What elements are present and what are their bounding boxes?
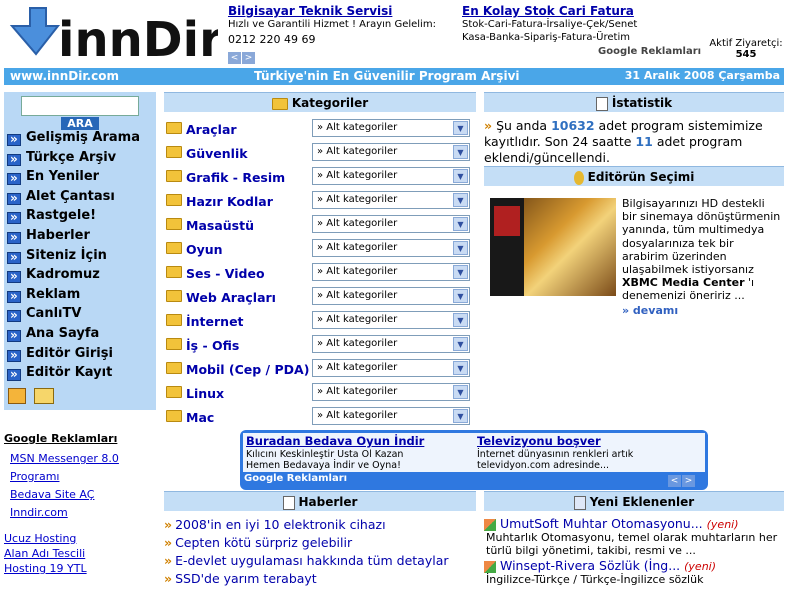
arrow-right-icon (7, 271, 21, 283)
category-link[interactable]: Oyun (186, 242, 223, 257)
date-text: 31 Aralık 2008 Çarşamba (624, 69, 780, 82)
windows-icon (484, 519, 496, 531)
chevron-down-icon[interactable]: ▼ (453, 145, 468, 159)
news-item[interactable] (164, 553, 449, 568)
visitors-label: Aktif Ziyaretçi: (709, 38, 783, 49)
left-ad-link[interactable]: MSN Messenger 8.0 (10, 452, 119, 465)
category-row (164, 382, 476, 406)
chevron-down-icon[interactable]: ▼ (453, 193, 468, 207)
nav-item[interactable] (4, 189, 156, 208)
ad-text: Kasa-Banka-Sipariş-Fatura-Üretim (462, 32, 630, 43)
editor-text (622, 197, 782, 317)
slogan: Türkiye'nin En Güvenilir Program Arşivi (254, 69, 520, 83)
subcategory-select[interactable] (312, 191, 470, 209)
google-ads-box (240, 430, 708, 490)
new-added-desc: Muhtarlık Otomasyonu, temel olarak muhtarların her türlü bilgi yönetimi, takibi, resmi ve ... (486, 531, 778, 557)
subcategory-select[interactable] (312, 239, 470, 257)
category-link[interactable]: Hazır Kodlar (186, 194, 273, 209)
svg-text:innDir: innDir (58, 12, 218, 66)
bullet-icon: » (164, 535, 173, 550)
arrow-right-icon (7, 173, 21, 185)
editor-pick-image[interactable] (490, 198, 616, 296)
subcategory-select[interactable] (312, 359, 470, 377)
nav-item[interactable] (4, 346, 156, 365)
left-sidebar (4, 92, 156, 410)
ad-text: Hızlı ve Garantili Hizmet ! Arayın Gelelim: (228, 19, 436, 30)
folder-icon (166, 362, 182, 374)
new-added-link[interactable]: UmutSoft Muhtar Otomasyonu... (500, 516, 703, 531)
folder-icon (166, 290, 182, 302)
category-link[interactable]: Ses - Video (186, 266, 265, 281)
chevron-down-icon[interactable]: ▼ (453, 409, 468, 423)
chevron-down-icon[interactable]: ▼ (453, 241, 468, 255)
news-link[interactable]: 2008'in en iyi 10 elektronik cihazı (175, 517, 386, 532)
category-link[interactable]: İnternet (186, 314, 244, 329)
arrow-right-icon (7, 350, 21, 362)
left-ad-link[interactable]: Inndir.com (10, 506, 68, 519)
new-added-item (484, 558, 784, 586)
subcategory-select[interactable] (312, 335, 470, 353)
editor-desc: Bilgisayarınızı HD destekli bir sinemaya dönüştürmenin yanında, tüm multimedya dosyalarınıza tek bir arabirim üzerinden ulaşabilmek istiyorsanız (622, 197, 781, 277)
folder-icon (166, 266, 182, 278)
arrow-right-icon (7, 212, 21, 224)
subcategory-select[interactable] (312, 119, 470, 137)
subcategory-select[interactable] (312, 383, 470, 401)
select-value: » Alt kategoriler (317, 218, 398, 229)
news-link[interactable]: E-devlet uygulaması hakkında tüm detaylar (175, 553, 449, 568)
chevron-down-icon[interactable]: ▼ (453, 169, 468, 183)
news-title: Haberler (298, 495, 358, 509)
category-link[interactable]: Web Araçları (186, 290, 276, 305)
search-input[interactable] (21, 96, 139, 116)
editor-desc2: 'ı denemenizi öneririz ... (622, 276, 755, 303)
new-added-title: Yeni Eklenenler (589, 495, 695, 509)
select-value: » Alt kategoriler (317, 122, 398, 133)
new-doc-icon (574, 496, 586, 510)
arrow-right-icon (7, 232, 21, 244)
new-added-item (484, 516, 784, 557)
new-added-header (484, 491, 784, 511)
news-item[interactable] (164, 517, 386, 532)
ad-pager (668, 472, 696, 487)
nav-item[interactable] (4, 287, 156, 306)
nav-item[interactable] (4, 208, 156, 227)
category-row (164, 190, 476, 214)
left-link[interactable]: Ucuz Hosting (4, 532, 77, 545)
bullet-icon: » (164, 571, 173, 586)
subcategory-select[interactable] (312, 407, 470, 425)
ad-text: Stok-Cari-Fatura-İrsaliye-Çek/Senet (462, 19, 638, 30)
select-value: » Alt kategoriler (317, 362, 398, 373)
category-row (164, 118, 476, 142)
left-ad-link[interactable]: Programı (10, 470, 60, 483)
chevron-down-icon[interactable]: ▼ (453, 265, 468, 279)
top-ad-1 (228, 4, 458, 64)
categories-header (164, 92, 476, 112)
category-row (164, 286, 476, 310)
prev-arrow-icon[interactable]: < (228, 52, 241, 64)
nav-item-label: Ana Sayfa (26, 326, 100, 341)
visitors-count: 545 (735, 49, 757, 60)
editor-more-link[interactable]: » devamı (622, 303, 679, 317)
subcategory-select[interactable] (312, 167, 470, 185)
nav-item[interactable] (4, 130, 156, 149)
ad-link-stok-cari[interactable]: En Kolay Stok Cari Fatura (462, 4, 634, 18)
news-link[interactable]: SSD'de yarım terabayt (175, 571, 317, 586)
category-row (164, 166, 476, 190)
ad-link-teknik-servis[interactable]: Bilgisayar Teknik Servisi (228, 4, 393, 18)
ad-pager (228, 49, 458, 64)
subcategory-select[interactable] (312, 263, 470, 281)
ad-line: Hemen Bedavaya İndir ve Oyna! (246, 460, 401, 471)
category-link[interactable]: Güvenlik (186, 146, 248, 161)
folder-icon (166, 410, 182, 422)
ad-line: televidyon.com adresinde... (477, 460, 610, 471)
left-ads-title[interactable]: Google Reklamları (4, 432, 118, 445)
select-value: » Alt kategoriler (317, 170, 398, 181)
category-row (164, 142, 476, 166)
next-arrow-icon[interactable]: > (242, 52, 255, 64)
nav-item-label: Gelişmiş Arama (26, 130, 140, 145)
news-item[interactable] (164, 571, 317, 586)
new-tag: (yeni) (684, 560, 717, 573)
categories-title: Kategoriler (291, 96, 369, 110)
medal-icon (574, 171, 584, 185)
program-count: 10632 (551, 118, 595, 133)
category-link[interactable]: Araçlar (186, 122, 237, 137)
subcategory-select[interactable] (312, 311, 470, 329)
folder-icon (166, 146, 182, 158)
windows-icon (484, 561, 496, 573)
active-visitors (708, 38, 784, 60)
arrow-right-icon (7, 154, 21, 166)
nav-item-label: Türkçe Arşiv (26, 149, 117, 165)
category-row (164, 262, 476, 286)
editor-title: Editörün Seçimi (587, 170, 695, 184)
folder-icon (166, 122, 182, 134)
select-value: » Alt kategoriler (317, 266, 398, 277)
select-value: » Alt kategoriler (317, 242, 398, 253)
nav-item-label: Haberler (26, 228, 90, 243)
folder-icon (272, 98, 288, 110)
category-row (164, 238, 476, 262)
nav-item[interactable] (4, 365, 156, 384)
stats-p2: adet program sistemimize kayıtlıdır. Son 24 saatte (484, 118, 763, 149)
nav-item-label: CanlıTV (26, 306, 82, 322)
ad-link-tv[interactable]: Televizyonu boşver (477, 434, 601, 448)
subcategory-select[interactable] (312, 215, 470, 233)
category-link[interactable]: Grafik - Resim (186, 170, 286, 185)
stats-p1: Şu anda (496, 118, 548, 133)
nav-item-label: Reklam (26, 286, 81, 302)
bullet-icon: » (164, 517, 173, 532)
nav-item-label: Editör Kayıt (26, 365, 113, 381)
nav-item[interactable] (4, 248, 156, 267)
category-row (164, 406, 476, 430)
home-icon[interactable] (8, 388, 26, 404)
nav-item[interactable] (4, 267, 156, 286)
news-link[interactable]: Cepten kötü sürpriz gelebilir (175, 535, 353, 550)
select-value: » Alt kategoriler (317, 146, 398, 157)
stats-title: İstatistik (611, 96, 673, 110)
chevron-down-icon[interactable]: ▼ (453, 289, 468, 303)
category-row (164, 214, 476, 238)
chevron-down-icon[interactable]: ▼ (453, 361, 468, 375)
news-header (164, 491, 476, 511)
category-row (164, 310, 476, 334)
nav-item-label: Siteniz İçin (26, 247, 107, 263)
arrow-right-icon (7, 330, 21, 342)
editor-app-name: XBMC Media Center (622, 276, 745, 290)
document-icon (283, 496, 295, 510)
nav-item[interactable] (4, 169, 156, 188)
document-icon (596, 97, 608, 111)
favorites-icon[interactable] (34, 388, 54, 404)
select-value: » Alt kategoriler (317, 290, 398, 301)
site-url[interactable]: www.innDir.com (10, 69, 119, 83)
chevron-down-icon[interactable]: ▼ (453, 337, 468, 351)
subcategory-select[interactable] (312, 143, 470, 161)
nav-item-label: Alet Çantası (26, 188, 115, 204)
select-value: » Alt kategoriler (317, 314, 398, 325)
category-link[interactable]: Mobil (Cep / PDA) (186, 362, 310, 377)
search-button[interactable]: ARA (61, 117, 99, 130)
nav-item-label: En Yeniler (26, 169, 100, 185)
category-row (164, 334, 476, 358)
site-logo[interactable] (6, 4, 218, 66)
chevron-down-icon[interactable]: ▼ (453, 121, 468, 135)
nav-item-label: Rastgele! (26, 208, 97, 224)
top-ad-2 (462, 4, 702, 57)
arrow-right-icon (7, 252, 21, 264)
nav-item[interactable] (4, 228, 156, 247)
editor-header (484, 166, 784, 186)
folder-icon (166, 386, 182, 398)
ad-line: Kılıcını Keskinleştir Usta Ol Kazan (246, 449, 404, 460)
left-ad-link[interactable]: Bedava Site AÇ (10, 488, 95, 501)
chevron-down-icon[interactable]: ▼ (453, 217, 468, 231)
stats-text: » Şu anda 10632 adet program sistemimize kayıtlıdır. Son 24 saatte 11 adet program eklendi/güncellendi. (484, 118, 763, 165)
arrow-right-icon (7, 310, 21, 322)
category-link[interactable]: Linux (186, 386, 225, 401)
nav-item-label: Editör Girişi (26, 345, 113, 361)
nav-item[interactable] (4, 326, 156, 345)
google-ads-label[interactable]: Google Reklamları (244, 473, 348, 484)
prev-arrow-icon[interactable]: < (668, 475, 681, 487)
nav-item[interactable] (4, 150, 156, 169)
header-bar (4, 68, 784, 85)
folder-icon (166, 338, 182, 350)
left-link[interactable]: Alan Adı Tescili (4, 547, 86, 560)
folder-icon (166, 218, 182, 230)
select-value: » Alt kategoriler (317, 386, 398, 397)
category-link[interactable]: İş - Ofis (186, 338, 240, 353)
category-row (164, 358, 476, 382)
folder-icon (166, 194, 182, 206)
google-ads-label[interactable]: Google Reklamları (598, 46, 702, 57)
select-value: » Alt kategoriler (317, 194, 398, 205)
stats-p3: adet program eklendi/güncellendi. (484, 134, 743, 165)
added-count: 11 (635, 134, 653, 149)
bullet-icon: » (164, 553, 173, 568)
arrow-right-icon (7, 193, 21, 205)
category-link[interactable]: Masaüstü (186, 218, 254, 233)
select-value: » Alt kategoriler (317, 410, 398, 421)
stats-header (484, 92, 784, 112)
arrow-right-icon (7, 369, 21, 381)
ad-text-tv (477, 449, 633, 471)
folder-icon (166, 170, 182, 182)
new-added-link[interactable]: Winsept-Rivera Sözlük (İng... (500, 558, 681, 573)
select-value: » Alt kategoriler (317, 338, 398, 349)
arrow-right-icon (7, 134, 21, 146)
next-arrow-icon[interactable]: > (682, 475, 695, 487)
new-added-desc: İngilizce-Türkçe / Türkçe-İngilizce sözlük (486, 573, 704, 586)
nav-item-label: Kadromuz (26, 267, 100, 283)
news-item[interactable] (164, 535, 352, 550)
chevron-down-icon[interactable]: ▼ (453, 313, 468, 327)
ad-text-oyun (246, 449, 403, 471)
ad-link-oyun[interactable]: Buradan Bedava Oyun İndir (246, 434, 425, 448)
arrow-right-icon (7, 291, 21, 303)
nav-item[interactable] (4, 306, 156, 325)
folder-icon (166, 314, 182, 326)
left-link[interactable]: Hosting 19 YTL (4, 562, 87, 575)
new-tag: (yeni) (706, 518, 739, 531)
bottom-icons (8, 388, 54, 407)
folder-icon (166, 242, 182, 254)
ad-phone: 0212 220 49 69 (228, 33, 316, 46)
category-link[interactable]: Mac (186, 410, 215, 425)
subcategory-select[interactable] (312, 287, 470, 305)
ad-line: İnternet dünyasının renkleri artık (477, 449, 634, 460)
chevron-down-icon[interactable]: ▼ (453, 385, 468, 399)
